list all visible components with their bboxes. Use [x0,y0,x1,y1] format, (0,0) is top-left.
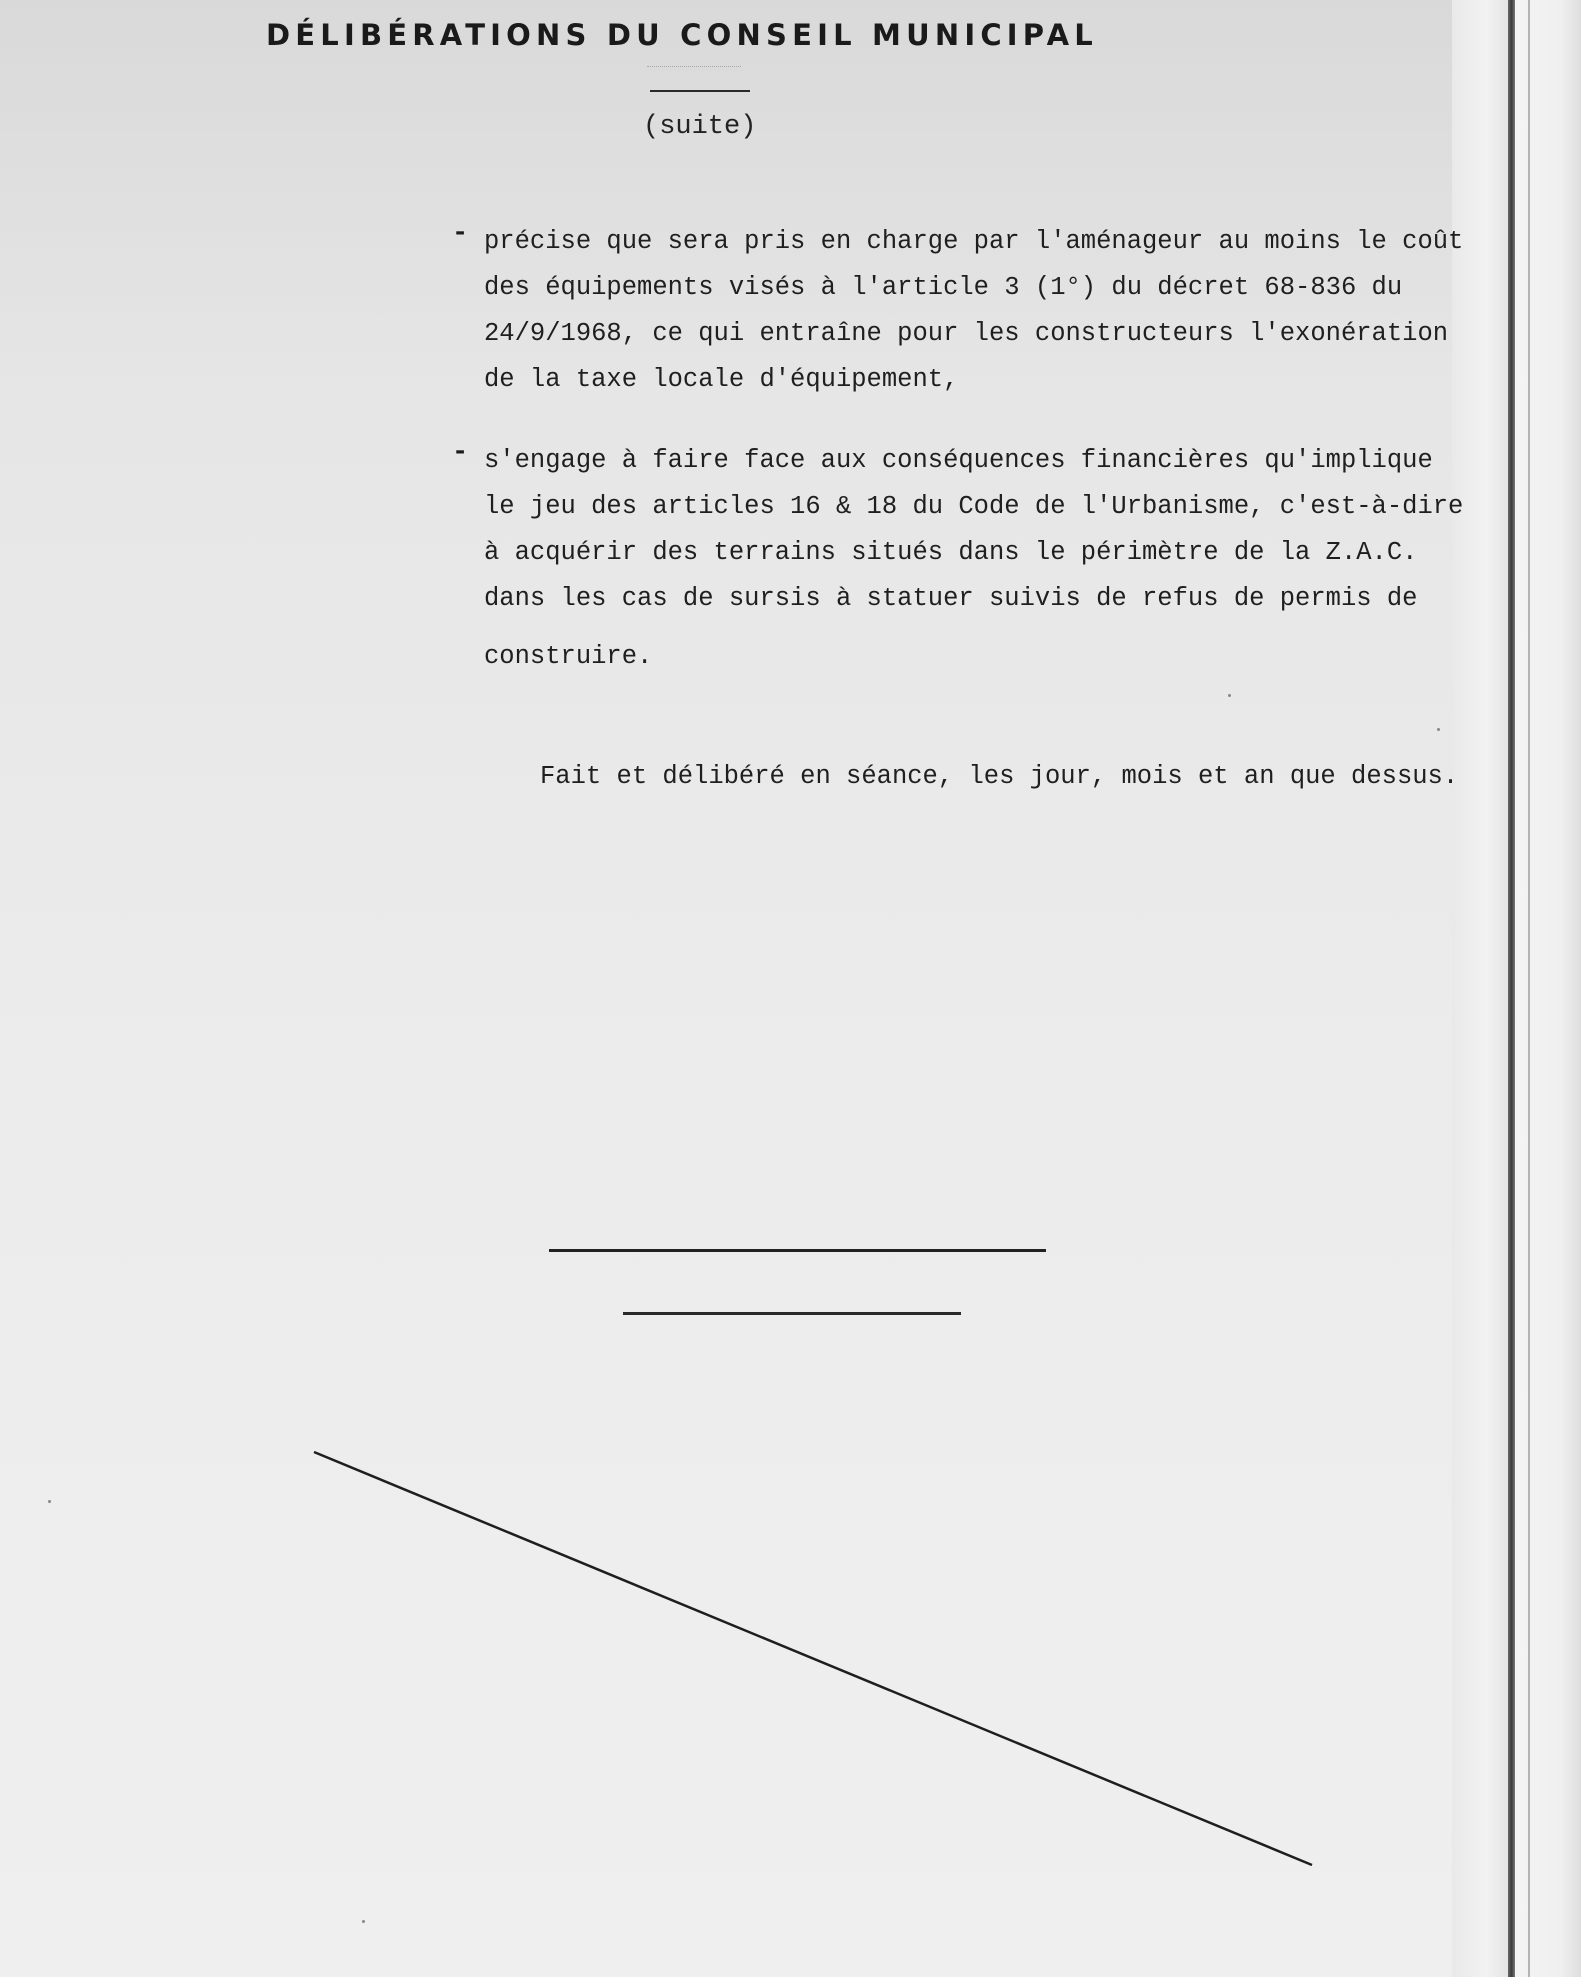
binding-edge [1508,0,1515,1977]
closing-statement: Fait et délibéré en séance, les jour, mois et an que dessus. [540,762,1459,791]
closing-rule-short [623,1312,961,1315]
paper-speck [1437,728,1440,731]
text-line: le jeu des articles 16 & 18 du Code de l'Urbanisme, c'est-à-dire [484,492,1464,521]
back-page-edge [1515,0,1581,1977]
text-line: précise que sera pris en charge par l'aménageur au moins le coût [484,227,1464,256]
text-line: dans les cas de sursis à statuer suivis de refus de permis de [484,584,1418,613]
continuation-label: (suite) [643,112,757,142]
closing-rule-long [549,1249,1046,1252]
paper-speck [362,1920,365,1923]
header-faint-rule [647,66,741,68]
text-line: à acquérir des terrains situés dans le périmètre de la Z.A.C. [484,538,1418,567]
back-page-line [1528,0,1530,1977]
paper-speck [48,1500,51,1503]
text-line: de la taxe locale d'équipement, [484,365,959,394]
paragraph [484,219,1463,403]
paper-speck [1228,694,1231,697]
bullet-dash: - [452,438,469,468]
header-rule [650,90,750,92]
text-line: 24/9/1968, ce qui entraîne pour les constructeurs l'exonération [484,319,1449,348]
paragraph [484,438,1463,680]
document-title: DÉLIBÉRATIONS DU CONSEIL MUNICIPAL [266,18,1098,52]
text-line: des équipements visés à l'article 3 (1°) du décret 68-836 du [484,273,1403,302]
text-line: construire. [484,642,653,671]
bullet-dash: - [452,219,469,249]
text-line: s'engage à faire face aux conséquences financières qu'implique [484,446,1433,475]
